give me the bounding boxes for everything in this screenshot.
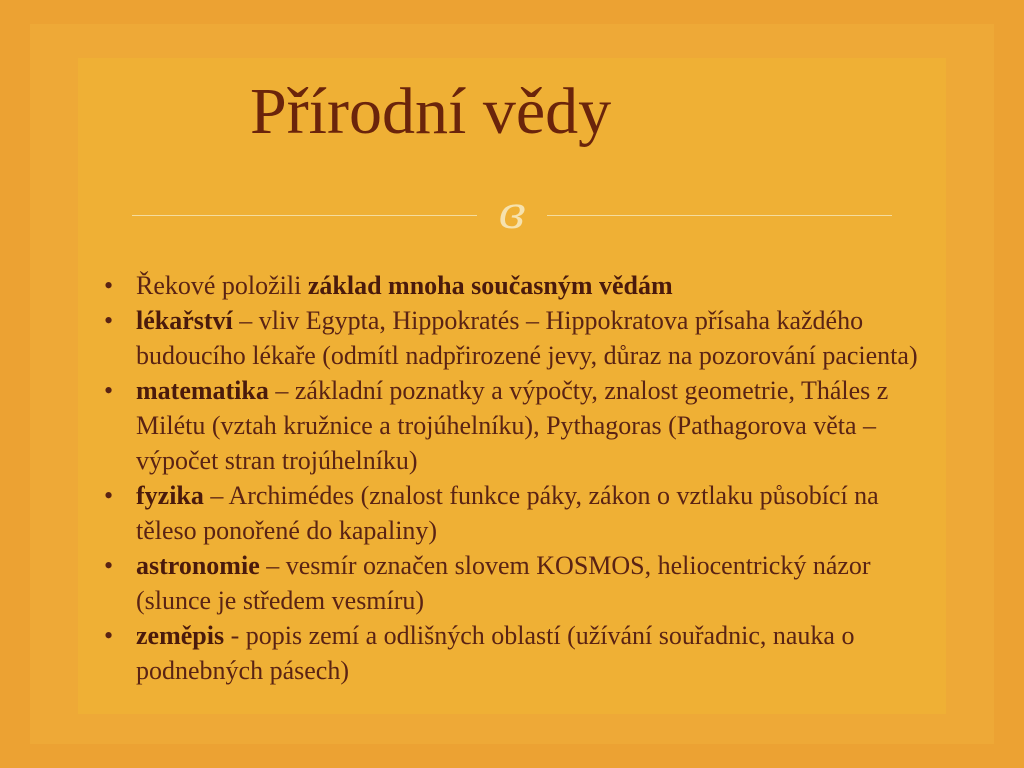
bullet-text: - popis zemí a odlišných oblastí (užívání souřadnic, nauka o podnebných pásech) (136, 621, 855, 685)
bullet-item (100, 618, 940, 688)
bullet-keyword: zeměpis (136, 621, 225, 650)
bullet-item (100, 303, 940, 373)
bullet-keyword: základ mnoha současným vědám (307, 271, 673, 300)
bullet-text: – základní poznatky a výpočty, znalost geometrie, Tháles z Milétu (vztah kružnice a trojúhelníku), Pythagoras (Pathagorova věta – výpočet stran trojúhelníku) (136, 376, 889, 475)
bullet-list (100, 268, 940, 688)
bullet-keyword: astronomie (136, 551, 260, 580)
bullet-keyword: matematika (136, 376, 269, 405)
bullet-item (100, 478, 940, 548)
bullet-item (100, 373, 940, 478)
bullet-item (100, 268, 940, 303)
bullet-keyword: fyzika (136, 481, 204, 510)
bullet-text: – Archimédes (znalost funkce páky, zákon o vztlaku působící na těleso ponořené do kapaliny) (136, 481, 879, 545)
bullet-text: – vliv Egypta, Hippokratés – Hippokratova přísaha každého budoucího lékaře (odmítl nadpřirozené jevy, důraz na pozorování pacienta) (136, 306, 918, 370)
divider-line-right (547, 215, 892, 216)
bullet-keyword: lékařství (136, 306, 233, 335)
divider-line-left (132, 215, 477, 216)
bullet-text: – vesmír označen slovem KOSMOS, heliocentrický názor (slunce je středem vesmíru) (136, 551, 871, 615)
slide-title: Přírodní vědy (250, 75, 612, 148)
bullet-item (100, 548, 940, 618)
flourish-ornament-icon: ɞ (498, 188, 526, 239)
title-divider (132, 190, 892, 240)
bullet-text: Řekové položili (136, 271, 308, 300)
